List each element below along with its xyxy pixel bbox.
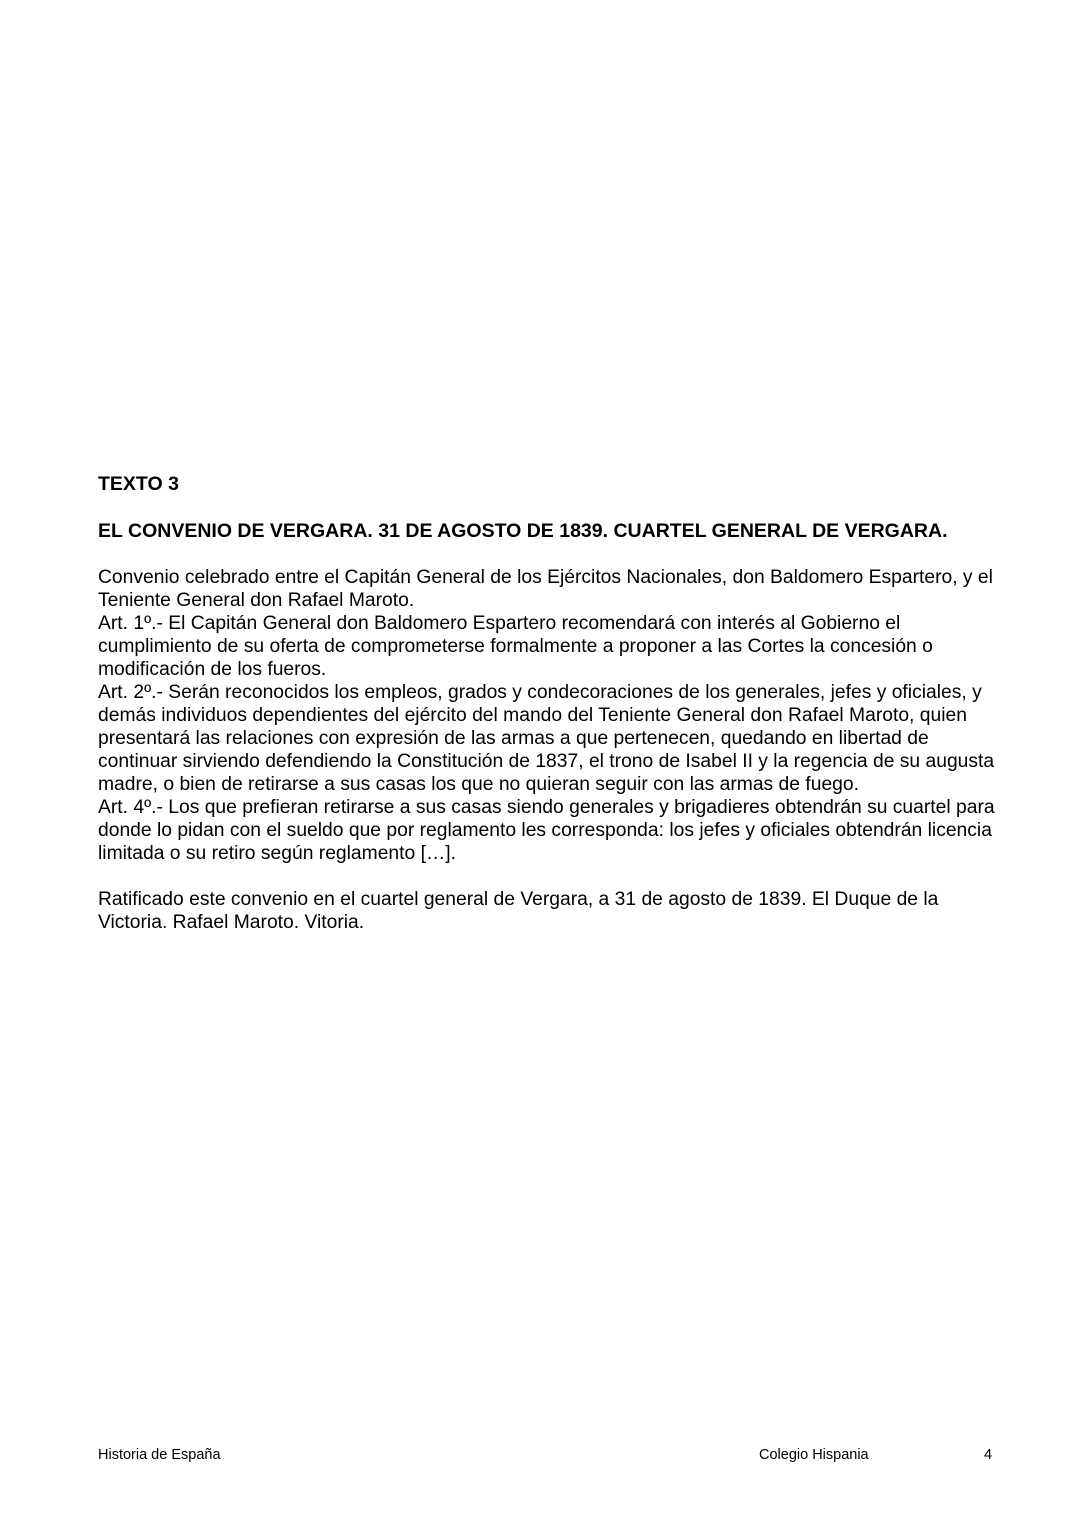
text-heading: TEXTO 3	[98, 473, 179, 495]
footer-page-number: 4	[984, 1447, 993, 1463]
paragraph-art-2: Art. 2º.- Serán reconocidos los empleos, grados y condecoraciones de los generales, jefes y oficiales, y demás individuos dependientes del ejército del mando del Teniente General don Rafael Maroto, quien presentará las relaciones con expresión de las armas a que pertenecen, quedando en libertad de continuar sirviendo defendiendo la Constitución de 1837, el trono de Isabel II y la regencia de su augusta madre, o bien de retirarse a sus casas los que no quieran seguir con las armas de fuego.	[98, 682, 995, 795]
paragraph-art-4: Art. 4º.- Los que prefieran retirarse a sus casas siendo generales y brigadieres obtendrán su cuartel para donde lo pidan con el sueldo que por reglamento les corresponda: los jefes y oficiales obtendrán licencia limitada o su retiro según reglamento […].	[98, 797, 995, 864]
footer-subject: Historia de España	[98, 1447, 221, 1463]
document-body	[98, 566, 998, 865]
document-content	[98, 472, 998, 934]
document-closing	[98, 888, 998, 934]
document-title: EL CONVENIO DE VERGARA. 31 DE AGOSTO DE 1839. CUARTEL GENERAL DE VERGARA.	[98, 520, 948, 542]
footer-school: Colegio Hispania	[759, 1447, 869, 1463]
closing-paragraph: Ratificado este convenio en el cuartel general de Vergara, a 31 de agosto de 1839. El Duque de la Victoria. Rafael Maroto. Vitoria.	[98, 889, 939, 933]
paragraph-intro: Convenio celebrado entre el Capitán General de los Ejércitos Nacionales, don Baldomero Espartero, y el Teniente General don Rafael Maroto.	[98, 567, 993, 611]
paragraph-art-1: Art. 1º.- El Capitán General don Baldomero Espartero recomendará con interés al Gobierno el cumplimiento de su oferta de comprometerse formalmente a proponer a las Cortes la concesión o modificación de los fueros.	[98, 613, 933, 680]
